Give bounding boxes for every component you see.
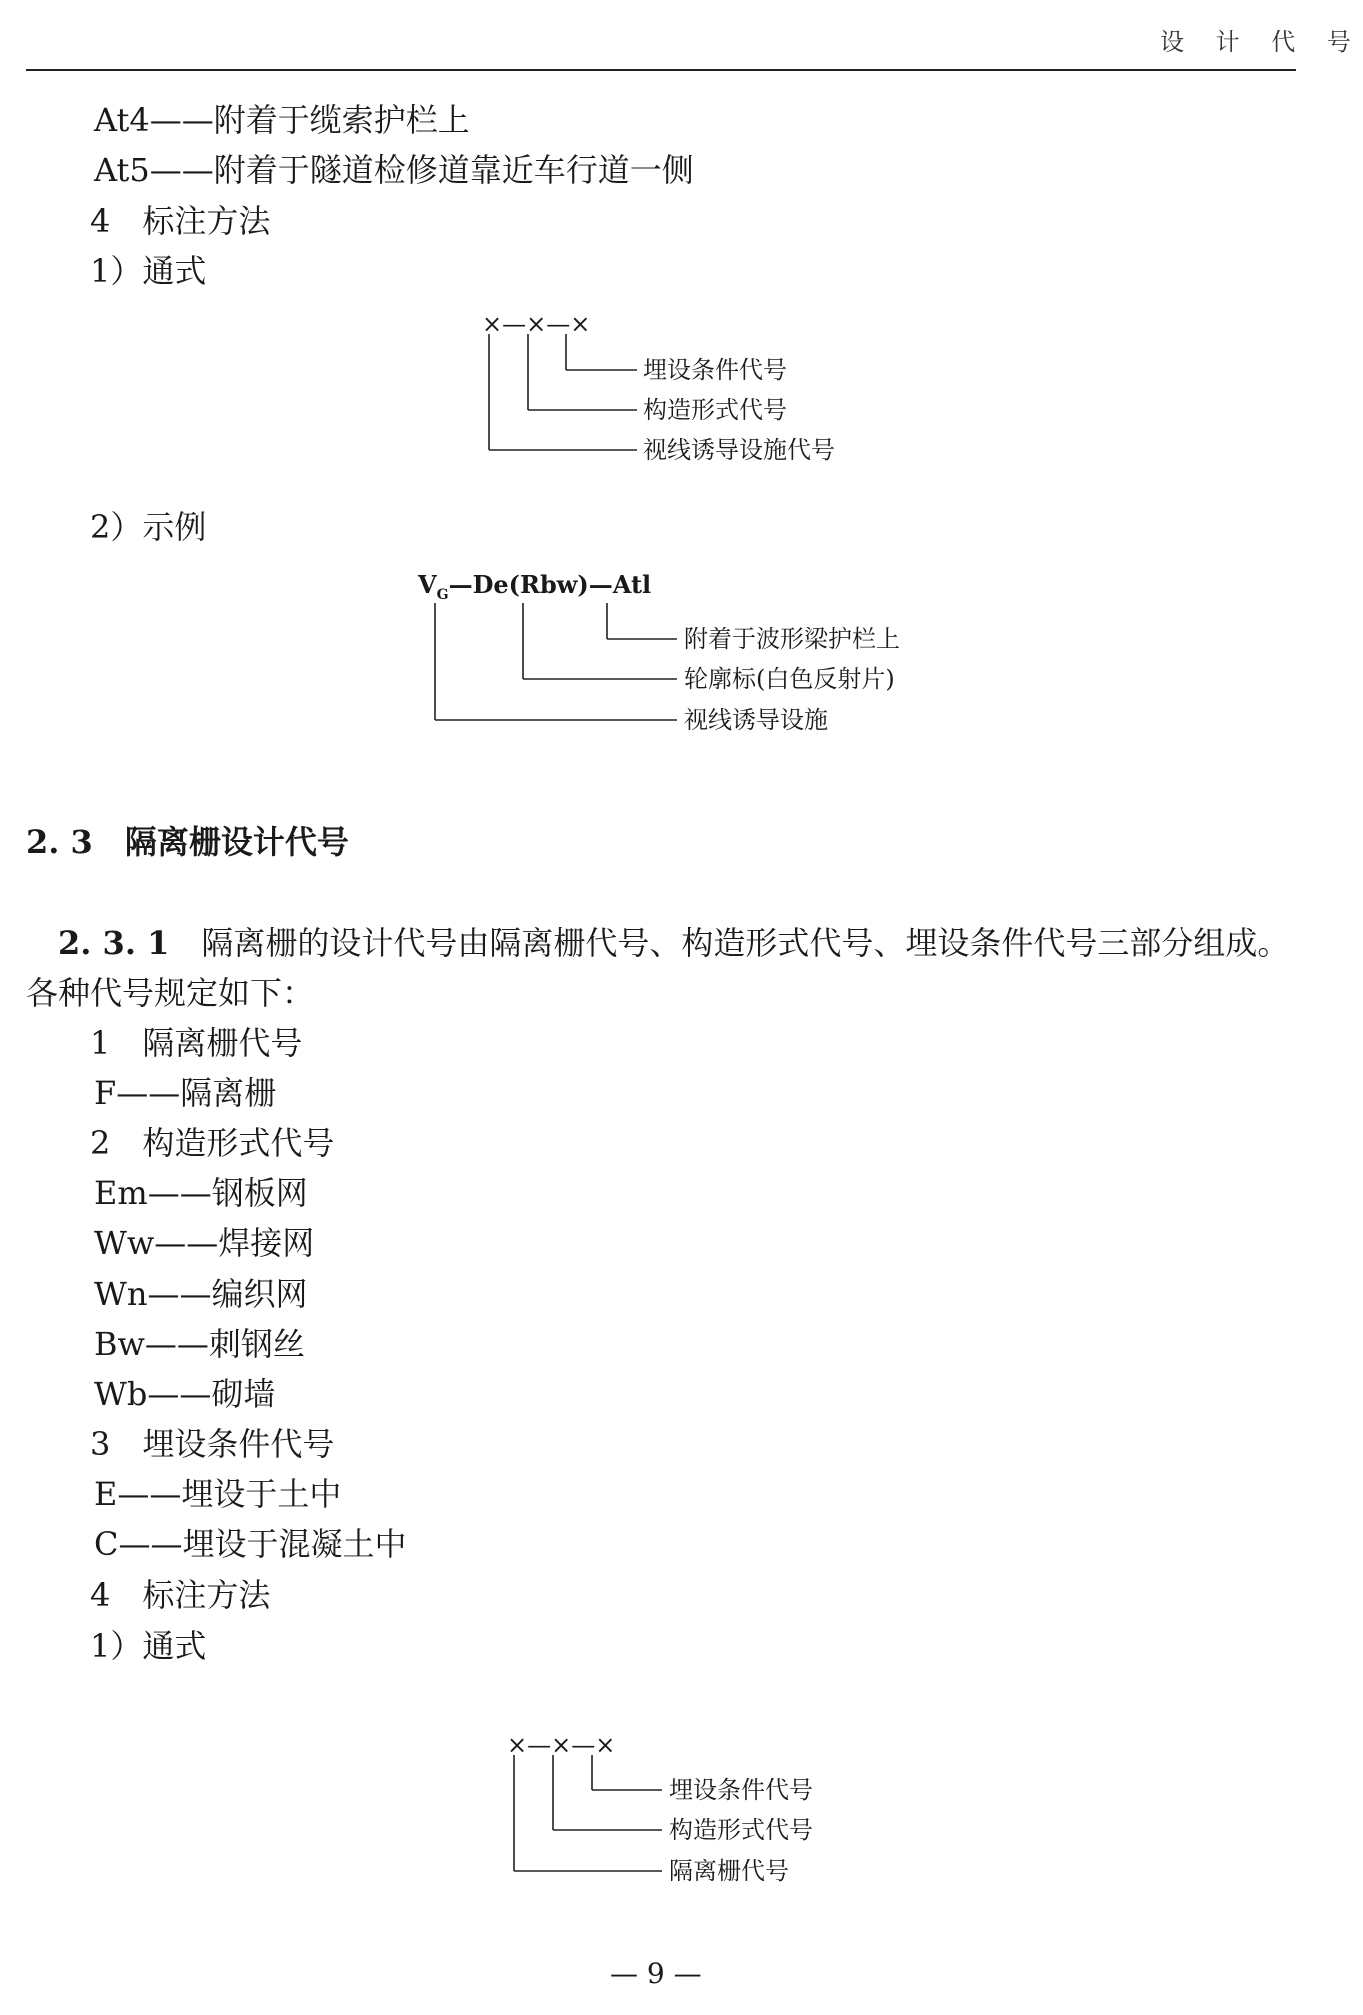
diagram1-formula: ×—×—× [482,310,591,338]
diagram2-formula: $V_G—De(Rbw)—Atl$ [418,570,652,603]
text-line: Wn——编织网 [94,1275,308,1313]
diagram3-label: 构造形式代号 [669,1816,813,1844]
text-line: E——埋设于土中 [94,1475,342,1513]
text-line: At5——附着于隧道检修道靠近车行道一侧 [94,151,694,189]
diagram3-label: 隔离栅代号 [669,1857,789,1885]
text-line: 3 埋设条件代号 [90,1425,335,1463]
diagram2-label: 轮廓标(白色反射片) [684,665,895,693]
page-number: — 9 — [610,1957,702,1990]
text-line: 4 标注方法 [90,202,271,240]
text-line: C——埋设于混凝土中 [94,1525,407,1563]
diagram1-label: 构造形式代号 [643,396,787,424]
text-line: 1）通式 [90,1627,207,1665]
text-line: 2 构造形式代号 [90,1124,335,1162]
diagram3-formula: ×—×—× [507,1731,616,1759]
text-line: 1 隔离栅代号 [90,1024,303,1062]
diagram3-label: 埋设条件代号 [669,1776,813,1804]
diagram2-label: 附着于波形梁护栏上 [684,625,900,653]
text-line: At4——附着于缆索护栏上 [94,101,470,139]
header-rule [26,69,1296,71]
text-line: Em——钢板网 [94,1174,308,1212]
text-line: Wb——砌墙 [94,1375,276,1413]
running-header: 设 计 代 号 [1160,28,1363,56]
text-line: F——隔离栅 [94,1074,277,1112]
diagram1-label: 埋设条件代号 [643,356,787,384]
text-line: Ww——焊接网 [94,1224,315,1262]
section-heading: 2. 3 隔离栅设计代号 [26,823,349,861]
text-line: 1）通式 [90,252,207,290]
diagram1-label: 视线诱导设施代号 [643,436,835,464]
paragraph: 2. 3. 1 隔离栅的设计代号由隔离栅代号、构造形式代号、埋设条件代号三部分组成。 [58,924,1290,962]
paragraph-continuation: 各种代号规定如下： [26,974,315,1012]
text-line: 2）示例 [90,508,207,546]
diagram2-label: 视线诱导设施 [684,706,828,734]
text-line: Bw——刺钢丝 [94,1325,305,1363]
text-line: 4 标注方法 [90,1576,271,1614]
